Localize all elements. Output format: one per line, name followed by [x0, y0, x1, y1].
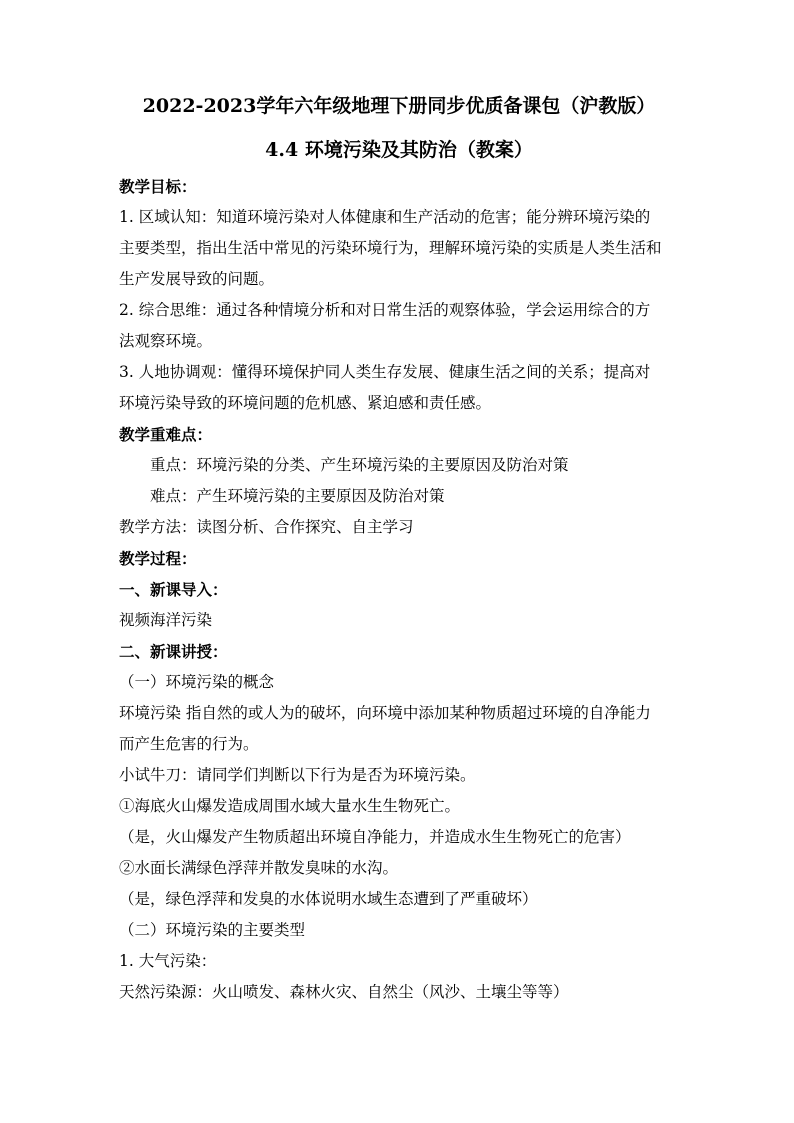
text-line: 1. 区域认知：知道环境污染对人体健康和生产活动的危害；能分辨环境污染的: [119, 208, 651, 226]
text-line: 天然污染源：火山喷发、森林火灾、自然尘（风沙、土壤尘等等）: [119, 983, 569, 1001]
document-body: [119, 92, 679, 1008]
text-line: ②水面长满绿色浮萍并散发臭味的水沟。: [119, 859, 399, 877]
text-line: 重点：环境污染的分类、产生环境污染的主要原因及防治对策: [150, 456, 569, 474]
text-line: 3. 人地协调观：懂得环境保护同人类生存发展、健康生活之间的关系；提高对: [119, 363, 651, 381]
text-line: （一）环境污染的概念: [119, 673, 275, 691]
text-line: 生产发展导致的问题。: [119, 270, 275, 288]
text-line: 教学方法：读图分析、合作探究、自主学习: [119, 518, 414, 536]
document-text: [119, 171, 679, 1008]
text-line: （是，绿色浮萍和发臭的水体说明水域生态遭到了严重破坏）: [119, 890, 538, 908]
text-line: ①海底火山爆发造成周围水域大量水生生物死亡。: [119, 797, 461, 815]
text-line: 环境污染 指自然的或人为的破坏，向环境中添加某种物质超过环境的自净能力: [119, 704, 651, 722]
section-heading: 教学过程：: [119, 549, 197, 568]
section-heading: 教学重难点：: [119, 425, 213, 444]
section-heading: 教学目标：: [119, 177, 197, 196]
text-line: 法观察环境。: [119, 332, 213, 350]
section-heading: 二、新课讲授：: [119, 642, 228, 661]
text-line: 1. 大气污染：: [119, 952, 217, 970]
text-line: （二）环境污染的主要类型: [119, 921, 306, 939]
lesson-title: 4.4 环境污染及其防治（教案）: [265, 139, 533, 161]
text-line: 难点：产生环境污染的主要原因及防治对策: [150, 487, 445, 505]
text-line: 而产生危害的行为。: [119, 735, 259, 753]
text-line: 视频海洋污染: [119, 611, 213, 629]
document-title: 2022-2023学年六年级地理下册同步优质备课包（沪教版）: [142, 95, 656, 117]
text-line: 环境污染导致的环境问题的危机感、紧迫感和责任感。: [119, 394, 492, 412]
section-heading: 一、新课导入：: [119, 580, 228, 599]
text-line: （是，火山爆发产生物质超出环境自净能力，并造成水生生物死亡的危害）: [119, 828, 631, 846]
text-line: 主要类型，指出生活中常见的污染环境行为，理解环境污染的实质是人类生活和: [119, 239, 662, 257]
text-line: 小试牛刀：请同学们判断以下行为是否为环境污染。: [119, 766, 476, 784]
text-line: 2. 综合思维：通过各种情境分析和对日常生活的观察体验，学会运用综合的方: [119, 301, 651, 319]
